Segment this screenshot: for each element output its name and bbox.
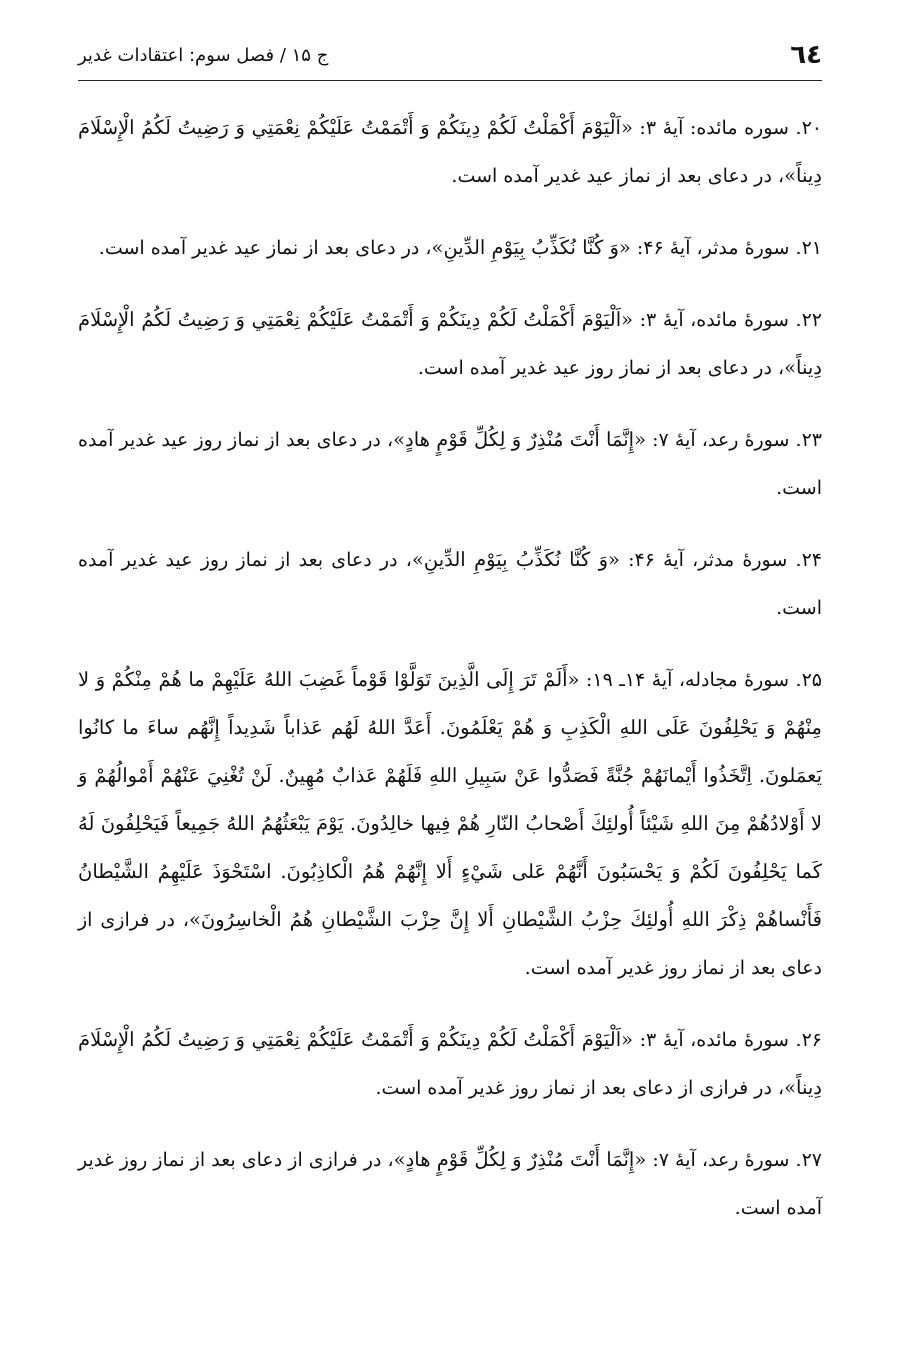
footnote-note: ، در فرازی از دعای بعد از نماز روز غدیر آمده است. [78, 909, 822, 979]
quran-verse: «وَ كُنَّا نُكَذِّبُ بِيَوْمِ الدِّينِ» [411, 548, 620, 571]
footnote-reference: سورهٔ رعد، آیهٔ ۷: [646, 1149, 796, 1171]
footnote-item [78, 296, 822, 392]
footnote-note: ، در فرازی از دعای بعد از نماز روز غدیر آمده است. [78, 1149, 822, 1219]
footnote-reference: سورهٔ مدثر، آیهٔ ۴۶: [630, 237, 796, 259]
footnote-note: ، در دعای بعد از نماز روز عید غدیر آمده است. [417, 357, 785, 379]
footnote-number: ۲۱. [795, 237, 822, 259]
quran-verse: «اَلْيَوْمَ أَكْمَلْتُ لَكُمْ دِينَكُمْ وَ أَتْمَمْتُ عَلَيْكُمْ نِعْمَتِي وَ رَضِيتُ لَكُمُ الْإِسْلَامَ دِيناً» [78, 116, 822, 187]
footnote-note: ، در دعای بعد از نماز عید غدیر آمده است. [451, 165, 785, 187]
footnote-reference: سورهٔ مدثر، آیهٔ ۴۶: [619, 549, 796, 571]
footnote-reference: سورهٔ مجادله، آیهٔ ۱۴ـ ۱۹: [579, 669, 796, 691]
footnote-reference: سورهٔ مائده، آیهٔ ۳: [633, 1029, 796, 1051]
footnote-item [78, 536, 822, 632]
footnote-item [78, 224, 822, 272]
footnote-number: ۲۵. [795, 669, 822, 691]
quran-verse: «إِنَّمَا أَنْتَ مُنْذِرٌ وَ لِكُلِّ قَوْمٍ هادٍ» [393, 1148, 647, 1171]
quran-verse: «اَلْيَوْمَ أَكْمَلْتُ لَكُمْ دِينَكُمْ وَ أَتْمَمْتُ عَلَيْكُمْ نِعْمَتِي وَ رَضِيتُ لَكُمُ الْإِسْلَامَ دِيناً» [78, 1028, 822, 1099]
footnote-item [78, 656, 822, 992]
footnote-item [78, 104, 822, 200]
header-rule [78, 80, 822, 81]
document-page [78, 0, 822, 1345]
footnote-note: ، در دعای بعد از نماز روز عید غدیر آمده است. [78, 549, 822, 619]
page-number: ٦٤ [790, 40, 822, 70]
footnote-number: ۲۰. [795, 117, 822, 139]
footnote-number: ۲۴. [795, 549, 822, 571]
footnote-note: ، در دعای بعد از نماز روز عید غدیر آمده است. [78, 429, 822, 499]
footnote-item [78, 416, 822, 512]
quran-verse: «أَلَمْ تَرَ إِلَى الَّذِينَ تَوَلَّوْا قَوْماً غَضِبَ اللهُ عَلَيْهِمْ ما هُمْ مِنْكُمْ وَ لا مِنْهُمْ وَ يَحْلِفُونَ عَلَى اللهِ الْكَذِبِ وَ هُمْ يَعْلَمُونَ. أَعَدَّ اللهُ لَهُم عَذاباً شَدِيداً إِنَّهُم ساءَ ما كانُوا يَعمَلونَ. اِتَّخَذُوا أَيْمانَهُمْ جُنَّةً فَصَدُّوا عَنْ سَبِيلِ اللهِ فَلَهُمْ عَذابٌ مُهِينٌ. لَنْ تُغْنِيَ عَنْهُمْ أَمْوالُهُمْ وَ لا أَوْلادُهُمْ مِنَ اللهِ شَيْئاً أُولئِكَ أَصْحابُ النّارِ هُمْ فِيها خالِدُونَ. يَوْمَ يَبْعَثُهُمُ اللهُ جَمِيعاً فَيَحْلِفُونَ لَهُ كَما يَحْلِفُونَ لَكُمْ وَ يَحْسَبُونَ أَنَّهُمْ عَلى شَيْءٍ أَلا إِنَّهُمْ هُمُ الْكاذِبُونَ. اسْتَحْوَذَ عَلَيْهِمُ الشَّيْطانُ فَأَنْساهُمْ ذِكْرَ اللهِ أُولئِكَ حِزْبُ الشَّيْطانِ أَلا إِنَّ حِزْبَ الشَّيْطانِ هُمُ الْخاسِرُونَ» [78, 668, 823, 931]
running-head: ج ۱۵ / فصل سوم: اعتقادات غدیر [78, 44, 329, 66]
footnote-number: ۲۳. [795, 429, 822, 451]
footnote-number: ۲۷. [795, 1149, 822, 1171]
footnote-note: ، در فرازی از دعای بعد از نماز روز غدیر آمده است. [375, 1077, 785, 1099]
footnote-reference: سوره مائده: آیهٔ ۳: [632, 117, 796, 139]
quran-verse: «وَ كُنَّا نُكَذِّبُ بِيَوْمِ الدِّينِ» [431, 236, 631, 259]
footnote-reference: سورهٔ رعد، آیهٔ ۷: [646, 429, 796, 451]
footnote-note: ، در دعای بعد از نماز عید غدیر آمده است. [98, 237, 432, 259]
quran-verse: «اَلْيَوْمَ أَكْمَلْتُ لَكُمْ دِينَكُمْ وَ أَتْمَمْتُ عَلَيْكُمْ نِعْمَتِي وَ رَضِيتُ لَكُمُ الْإِسْلَامَ دِيناً» [78, 308, 822, 379]
footnote-item [78, 1136, 822, 1232]
footnote-reference: سورهٔ مائده، آیهٔ ۳: [633, 309, 796, 331]
footnote-item [78, 1016, 822, 1112]
footnote-list [78, 104, 822, 1256]
page-header [78, 34, 822, 76]
footnote-number: ۲۲. [795, 309, 822, 331]
footnote-number: ۲۶. [795, 1029, 822, 1051]
quran-verse: «إِنَّمَا أَنْتَ مُنْذِرٌ وَ لِكُلِّ قَوْمٍ هادٍ» [393, 428, 647, 451]
